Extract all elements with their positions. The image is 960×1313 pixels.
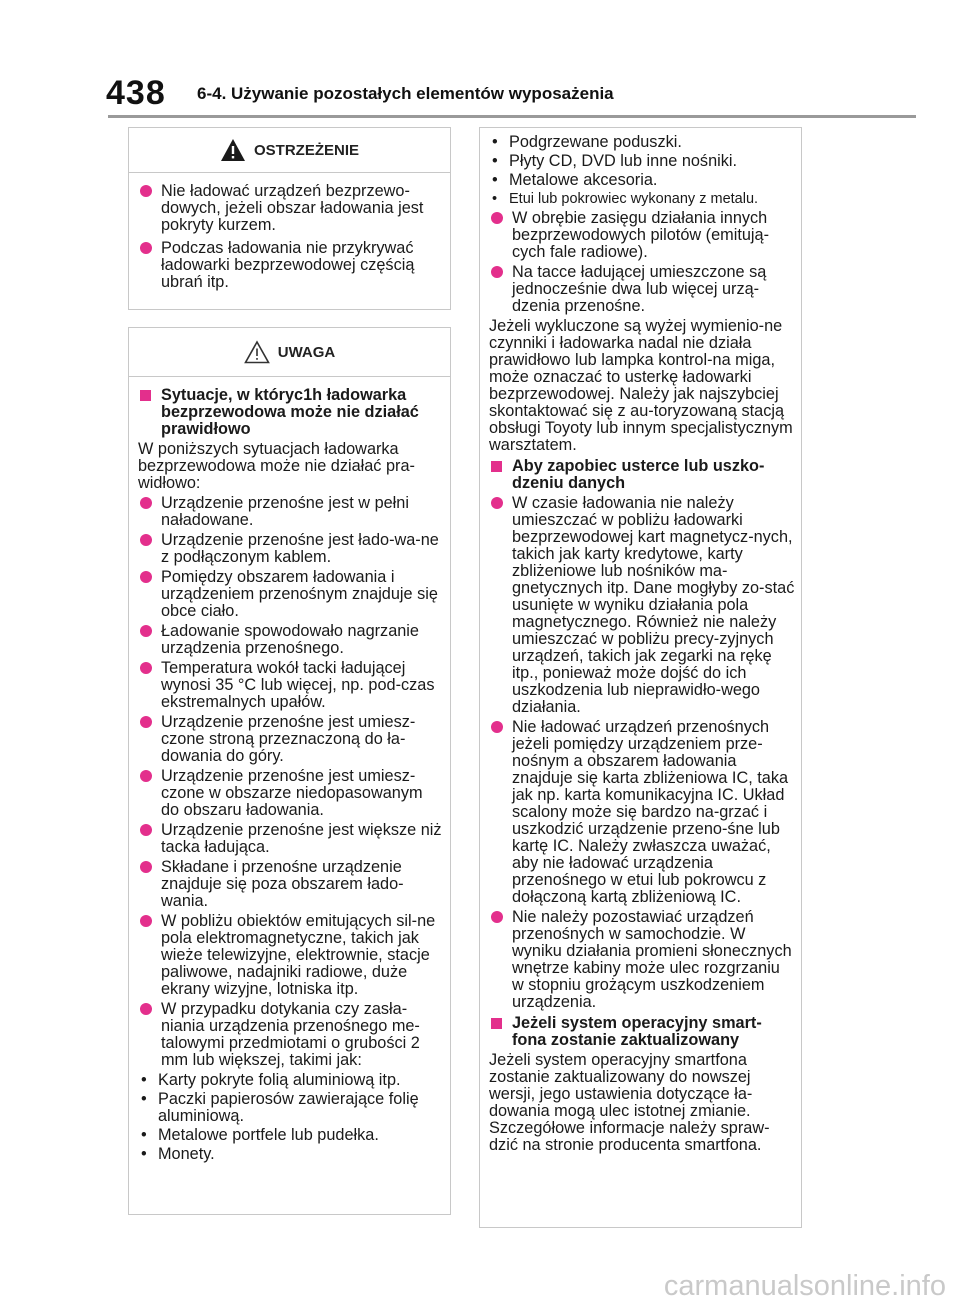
note-item: Temperatura wokół tacki ładującej wynosi 35 °C lub więcej, np. pod-czas ekstremalnych upałów.	[138, 660, 444, 711]
note-header	[129, 328, 450, 377]
warning-item: Nie ładować urządzeń bezprzewo-dowych, jeżeli obszar ładowania jest pokryty kurzem.	[138, 183, 444, 234]
warning-title: OSTRZEŻENIE	[253, 141, 359, 159]
watermark: carmanualsonline.info	[663, 1270, 946, 1302]
bullet-dot-icon	[140, 915, 152, 927]
section-title: 6-4. Używanie pozostałych elementów wyposażenia	[197, 84, 614, 103]
square-bullet-icon	[491, 461, 502, 472]
bullet-dot-icon	[140, 571, 152, 583]
bullet-dot-icon	[140, 534, 152, 546]
note-box	[128, 327, 451, 1215]
bullet-dot-icon	[491, 497, 503, 509]
page-number: 438	[106, 74, 166, 112]
bullet-dot-icon	[140, 716, 152, 728]
right-item: Nie należy pozostawiać urządzeń przenośnych w samochodzie. W wyniku działania promieni słonecznych wnętrze kabiny może ulec rozgrzaniu w stopniu grożącym uszkodzeniem urządzenia.	[489, 909, 795, 1011]
note-item: Urządzenie przenośne jest większe niż tacka ładująca.	[138, 822, 444, 856]
bullet-dot-icon	[140, 824, 152, 836]
header-rule	[108, 115, 916, 118]
note-intro: W poniższych sytuacjach ładowarka bezprzewodowa może nie działać pra-widłowo:	[138, 440, 415, 492]
bullet-dot-icon	[140, 497, 152, 509]
square-bullet-icon	[491, 1018, 502, 1029]
note-item: Urządzenie przenośne jest umiesz-czone stroną przeznaczoną do ła-dowania do góry.	[138, 714, 444, 765]
note-title: UWAGA	[277, 343, 336, 361]
note-dash-item: • Monety.	[141, 1145, 215, 1163]
note-item: Urządzenie przenośne jest w pełni naładowane.	[138, 495, 444, 529]
right-subhead: Aby zapobiec usterce lub uszko-dzeniu danych	[489, 458, 795, 492]
note-subhead: Sytuacje, w któryc1h ładowarka bezprzewodowa może nie działać prawidłowo	[138, 387, 444, 438]
right-paragraph: Jeżeli system operacyjny smartfona zostanie zaktualizowany do nowszej wersji, jego ustawienia dotyczące ła-dowania mogą ulec istotnej zmianie. Szczegółowe informacje należy spraw-dzić na stronie producenta smartfona.	[489, 1051, 770, 1154]
bullet-dot-icon	[140, 770, 152, 782]
warning-item: Podczas ładowania nie przykrywać ładowarki bezprzewodowej częścią ubrań itp.	[138, 240, 444, 291]
right-item: Na tacce ładującej umieszczone są jednocześnie dwa lub więcej urzą-dzenia przenośne.	[489, 264, 795, 315]
right-item: W obrębie zasięgu działania innych bezprzewodowych pilotów (emitują-cych fale radiowe).	[489, 210, 795, 261]
note-item: W pobliżu obiektów emitujących sil-ne pola elektromagnetyczne, takich jak wieże telewizyjne, elektrownie, stacje paliwowe, nadajniki radiowe, duże ekrany wizyjne, lotniska itp.	[138, 913, 444, 998]
right-subhead: Jeżeli system operacyjny smart-fona zostanie zaktualizowany	[489, 1015, 795, 1049]
warning-header	[129, 128, 450, 173]
bullet-dot-icon	[491, 911, 503, 923]
right-dash-item: • Płyty CD, DVD lub inne nośniki.	[492, 152, 738, 170]
note-item: Składane i przenośne urządzenie znajduje się poza obszarem łado-wania.	[138, 859, 444, 910]
bullet-dot-icon	[140, 861, 152, 873]
page-header	[0, 0, 960, 118]
right-item: Nie ładować urządzeń przenośnych jeżeli pomiędzy urządzeniem prze-nośnym a obszarem ładowania znajduje się karta zbliżeniowa IC, taka jak np. karta komunikacyjna IC. Układ scalony może się bardzo na-grzać i uszkodzić urządzenie przeno-śne lub kartę IC. Należy zwłaszcza uważać, aby nie ładować urządzenia przenośnego w etui lub pokrowcu z dołączoną kartą zbliżeniową IC.	[489, 719, 795, 906]
right-item: W czasie ładowania nie należy umieszczać w pobliżu ładowarki bezprzewodowej kart magnetycz-nych, takich jak karty kredytowe, karty zbliżeniowe lub nośników ma-gnetycznych itp. Dane mogłyby zo-stać usunięte w wyniku działania pola magnetycznego. Również nie należy umieszczać w pobliżu precy-zyjnych urządzeń, takich jak zegarki na rękę itp., ponieważ może dojść do ich uszkodzenia lub nieprawidło-wego działania.	[489, 495, 795, 716]
right-dash-item: • Podgrzewane poduszki.	[492, 133, 682, 151]
bullet-dot-icon	[140, 625, 152, 637]
note-dash-item: • Metalowe portfele lub pudełka.	[141, 1126, 379, 1144]
bullet-dot-icon	[140, 185, 152, 197]
note-continued-box	[479, 127, 802, 1228]
caution-triangle-icon	[244, 340, 270, 364]
right-paragraph: Jeżeli wykluczone są wyżej wymienio-ne czynniki i ładowarka nadal nie działa prawidłowo lub lampka kontrol-na miga, może oznaczać to usterkę ładowarki bezprzewodowej. Należy jak najszybciej skontaktować się z au-toryzowaną stacją obsługi Toyoty lub innym specjalistycznym warsztatem.	[489, 317, 793, 454]
square-bullet-icon	[140, 390, 151, 401]
bullet-dot-icon	[140, 242, 152, 254]
warning-box	[128, 127, 451, 310]
note-dash-item: • Karty pokryte folią aluminiową itp.	[141, 1071, 401, 1089]
bullet-dot-icon	[140, 1003, 152, 1015]
bullet-dot-icon	[491, 721, 503, 733]
bullet-dot-icon	[491, 212, 503, 224]
note-dash-item: • Paczki papierosów zawierające folię aluminiową.	[141, 1090, 419, 1125]
note-item: W przypadku dotykania czy zasła-niania urządzenia przenośnego me-talowymi przedmiotami o grubości 2 mm lub większej, takimi jak:	[138, 1001, 444, 1069]
right-dash-item: • Etui lub pokrowiec wykonany z metalu.	[492, 191, 759, 207]
note-item: Urządzenie przenośne jest łado-wa-ne z podłączonym kablem.	[138, 532, 444, 566]
bullet-dot-icon	[140, 662, 152, 674]
warning-triangle-icon	[220, 138, 246, 162]
right-dash-item: • Metalowe akcesoria.	[492, 171, 658, 189]
bullet-dot-icon	[491, 266, 503, 278]
note-item: Pomiędzy obszarem ładowania i urządzeniem przenośnym znajduje się obce ciało.	[138, 569, 444, 620]
note-item: Urządzenie przenośne jest umiesz-czone w obszarze niedopasowanym do obszaru ładowania.	[138, 768, 444, 819]
note-item: Ładowanie spowodowało nagrzanie urządzenia przenośnego.	[138, 623, 444, 657]
